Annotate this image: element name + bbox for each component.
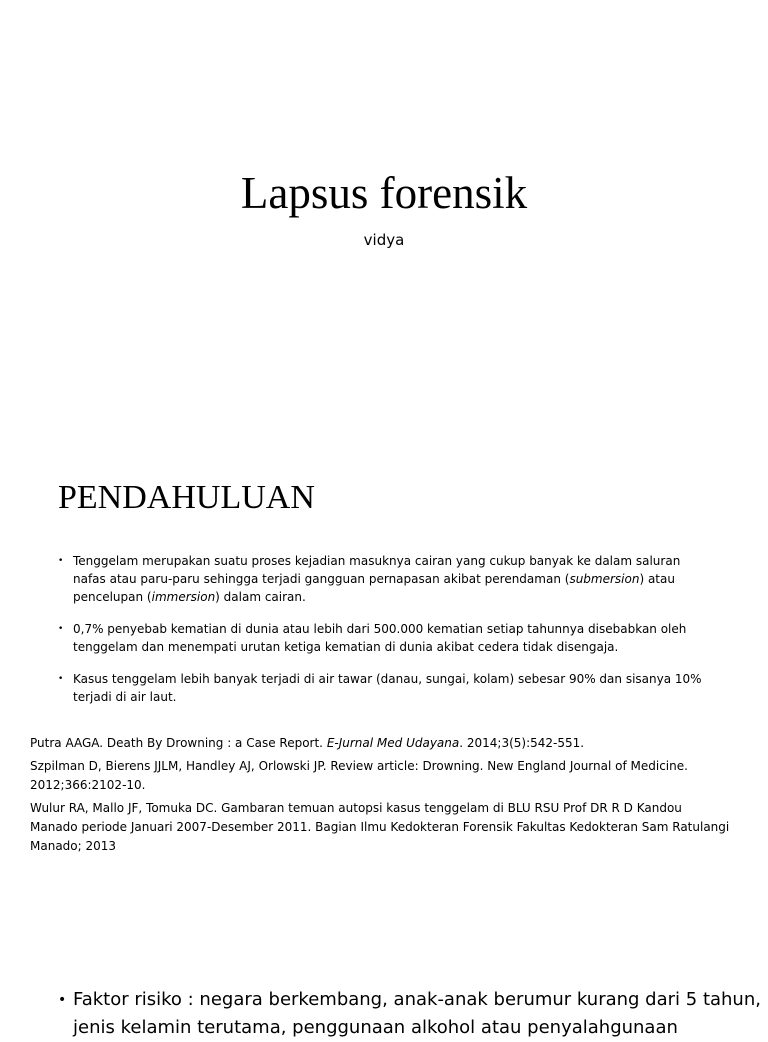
reference-text-part: . 2014;3(5):542-551. — [459, 736, 585, 750]
references — [30, 734, 730, 860]
slide-subtitle: vidya — [363, 231, 405, 249]
bullet-item — [58, 670, 708, 706]
bullet-icon: • — [58, 674, 64, 684]
reference-journal: E-Jurnal Med Udayana — [326, 736, 460, 750]
bullet-item — [58, 552, 708, 606]
bullet-item — [58, 620, 708, 656]
reference-item — [30, 734, 730, 753]
bullet-text-part: ) atau pencelupan ( — [73, 572, 675, 604]
bullet-icon: • — [58, 624, 64, 634]
bullet-italic-term: immersion — [151, 590, 216, 604]
risk-factors-slide — [0, 950, 768, 1038]
bullet-italic-term: submersion — [569, 572, 640, 586]
bullet-icon: • — [58, 556, 64, 566]
bullet-icon: • — [58, 992, 67, 1008]
reference-text-part: Putra AAGA. Death By Drowning : a Case Report. — [30, 736, 327, 750]
bullet-text: 0,7% penyebab kematian di dunia atau lebih dari 500.000 kematian setiap tahunnya disebabkan oleh tenggelam dan menempati urutan ketiga kematian di dunia akibat cedera tidak disengaja. — [73, 622, 687, 654]
bullet-text-part: ) dalam cairan. — [215, 590, 306, 604]
bullet-list — [58, 552, 708, 720]
bullet-text: Faktor risiko : negara berkembang, anak-anak berumur kurang dari 5 tahun, jenis kelamin terutama, penggunaan alkohol atau penyalahgunaan — [73, 989, 761, 1038]
bullet-item — [58, 986, 763, 1042]
bullet-text: Kasus tenggelam lebih banyak terjadi di air tawar (danau, sungai, kolam) sebesar 90% dan sisanya 10% terjadi di air laut. — [73, 672, 702, 704]
reference-item: Wulur RA, Mallo JF, Tomuka DC. Gambaran temuan autopsi kasus tenggelam di BLU RSU Prof DR R D Kandou Manado periode Januari 2007-Desember 2011. Bagian Ilmu Kedokteran Forensik Fakultas Kedokteran Sam Ratulangi Manado; 2013 — [30, 801, 730, 853]
introduction-slide — [0, 430, 768, 950]
title-slide — [0, 0, 768, 430]
bullet-text-part: Tenggelam merupakan suatu proses kejadian masuknya cairan yang cukup banyak ke dalam saluran nafas atau paru-paru sehingga terjadi gangguan pernapasan akibat perendaman ( — [73, 554, 681, 586]
slide-heading: PENDAHULUAN — [58, 479, 315, 516]
reference-item: Szpilman D, Bierens JJLM, Handley AJ, Orlowski JP. Review article: Drowning. New England Journal of Medicine. 2012;366:2102-10. — [30, 759, 688, 792]
slide-title: Lapsus forensik — [240, 168, 528, 218]
